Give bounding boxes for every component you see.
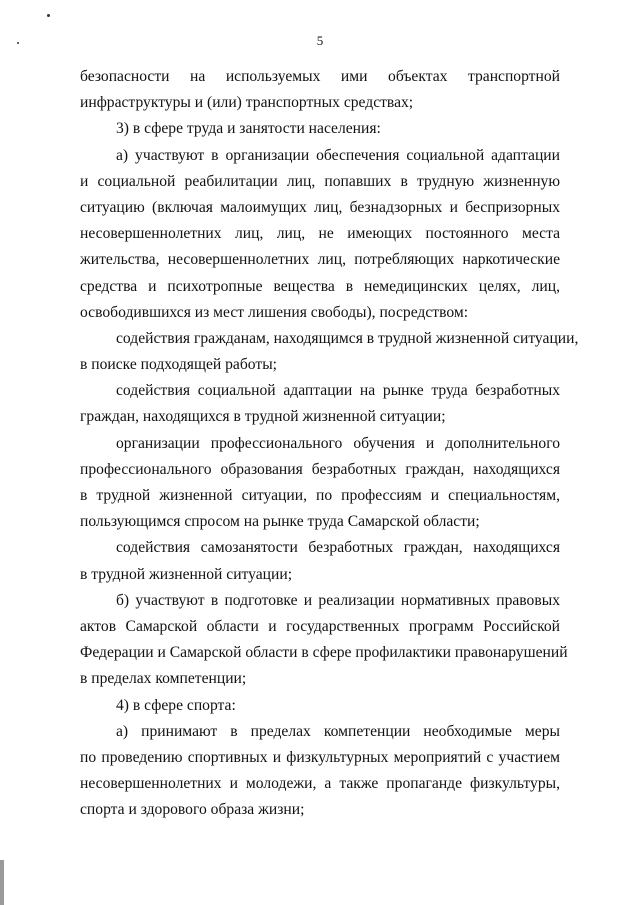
paragraph (80, 535, 560, 587)
text-line: 4) в сфере спорта: (116, 696, 236, 714)
text-line: несовершеннолетних лиц, лиц, не имеющих постоянного места (80, 225, 560, 243)
text-line: средства и психотропные вещества в немедицинских целях, лиц, (80, 277, 560, 295)
text-line: содействия социальной адаптации на рынке труда безработных (116, 382, 560, 400)
text-line: а) принимают в пределах компетенции необходимые меры (116, 722, 560, 740)
text-line: ситуацию (включая малоимущих лиц, безнадзорных и беспризорных (80, 198, 560, 216)
text-line: пользующимся спросом на рынке труда Самарской области; (80, 513, 480, 531)
scan-speck (47, 14, 50, 17)
paragraph (80, 378, 560, 430)
text-line: 3) в сфере труда и занятости населения: (116, 120, 381, 138)
text-line: несовершеннолетних и молодежи, а также пропаганде физкультуры, (80, 775, 560, 793)
page-number: 5 (316, 33, 324, 48)
paragraph (80, 693, 560, 719)
text-line: актов Самарской области и государственных программ Российской (80, 617, 560, 635)
text-line: в трудной жизненной ситуации; (80, 565, 293, 583)
paragraph (80, 588, 568, 693)
text-line: а) участвуют в организации обеспечения социальной адаптации (116, 146, 560, 164)
text-line: содействия самозанятости безработных граждан, находящихся (116, 539, 560, 557)
text-line: спорта и здорового образа жизни; (80, 801, 305, 819)
text-line: содействия гражданам, находящимся в трудной жизненной ситуации, (116, 329, 579, 347)
text-line: в трудной жизненной ситуации, по профессиям и специальностям, (80, 487, 560, 504)
text-line: организации профессионального обучения и дополнительного (116, 434, 560, 452)
paragraph (80, 326, 579, 378)
text-line: инфраструктуры и (или) транспортных средствах; (80, 94, 414, 112)
paragraph (80, 64, 560, 116)
text-line: безопасности на используемых ими объектах транспортной (80, 68, 560, 85)
text-line: граждан, находящихся в трудной жизненной ситуации; (80, 408, 446, 426)
document-body (80, 64, 579, 823)
text-line: б) участвуют в подготовке и реализации нормативных правовых (116, 591, 560, 609)
paragraph (80, 719, 560, 824)
paragraph (80, 116, 560, 142)
text-line: Федерации и Самарской области в сфере профилактики правонарушений (80, 644, 568, 662)
text-line: профессионального образования безработных граждан, находящихся (80, 460, 560, 478)
text-line: и социальной реабилитации лиц, попавших в трудную жизненную (80, 172, 560, 190)
paragraph (80, 143, 560, 326)
text-line: по проведению спортивных и физкультурных мероприятий с участием (80, 748, 560, 766)
text-line: в поиске подходящей работы; (80, 356, 277, 374)
scan-edge-mark (0, 860, 4, 905)
text-line: жительства, несовершеннолетних лиц, потребляющих наркотические (80, 251, 560, 269)
text-line: освободившихся из мест лишения свободы), посредством: (80, 303, 469, 321)
text-line: в пределах компетенции; (80, 670, 247, 688)
paragraph (80, 431, 560, 536)
